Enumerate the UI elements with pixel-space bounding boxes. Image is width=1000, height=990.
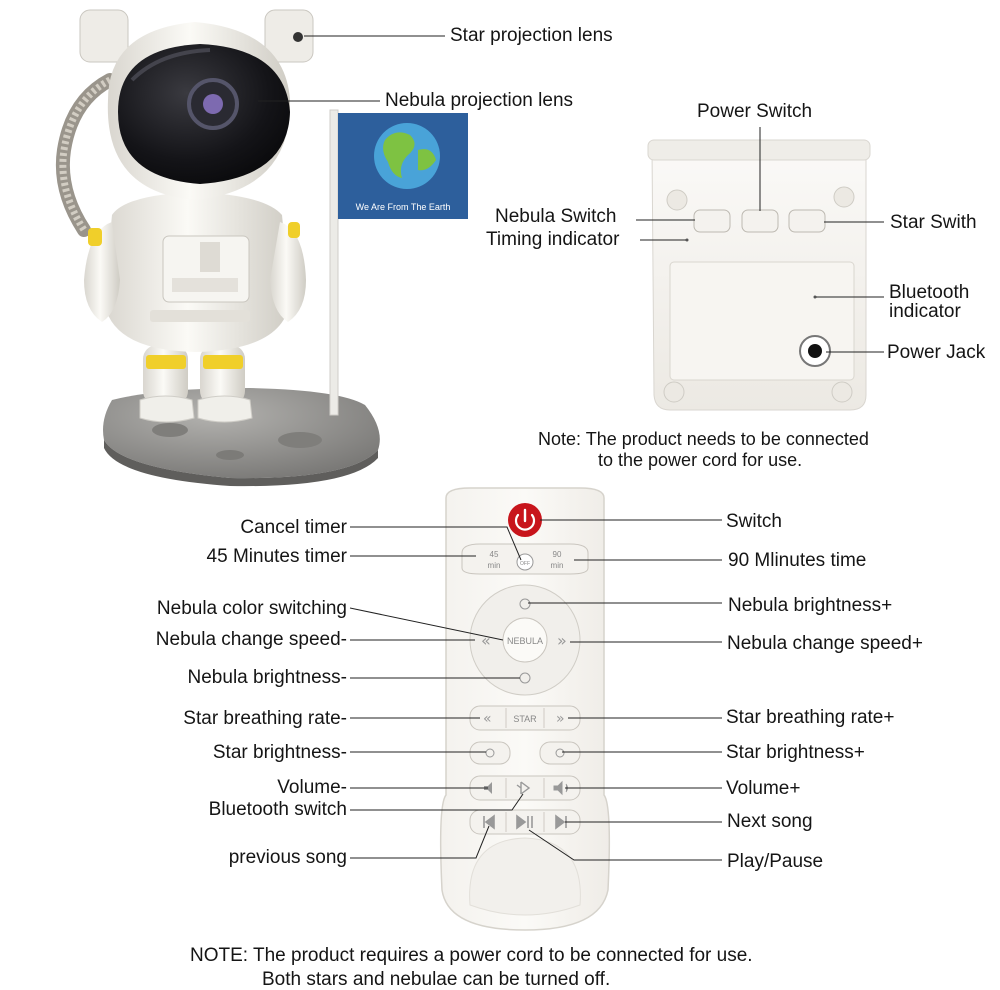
callout-power-switch: Power Switch <box>697 101 813 122</box>
callout-nebula-projection-lens: Nebula projection lens <box>385 90 574 111</box>
callout-nebula-color-switching: Nebula color switching <box>156 598 347 619</box>
remote-control <box>441 488 610 930</box>
callout-bluetooth-switch: Bluetooth switch <box>208 799 347 820</box>
callout-90-minutes-timer: 90 Mlinutes time <box>728 550 867 571</box>
callout-volume-down: Volume- <box>277 777 347 798</box>
callout-star-brightness-up: Star brightness+ <box>726 742 865 763</box>
flag-pole <box>330 110 338 415</box>
timer-off-key: OFF <box>520 561 530 567</box>
callout-bluetooth-indicator-line2: indicator <box>889 301 961 322</box>
star-lens <box>293 32 303 42</box>
remote-note-line2: Both stars and nebulae can be turned off. <box>262 969 611 990</box>
nebula-speed-up-icon[interactable]: » <box>557 631 567 650</box>
callout-timing-indicator: Timing indicator <box>486 229 620 250</box>
timer-45-unit: min <box>487 561 501 570</box>
nebula-key-label: NEBULA <box>506 636 544 646</box>
star-switch <box>789 210 825 232</box>
callout-volume-up: Volume+ <box>726 778 801 799</box>
callout-star-breathing-rate-up: Star breathing rate+ <box>726 707 895 728</box>
callout-power-jack: Power Jack <box>887 342 986 363</box>
star-rate-down-icon[interactable]: « <box>483 711 492 727</box>
star-brightness-down-button[interactable] <box>470 742 510 764</box>
callout-45-minutes-timer: 45 Minutes timer <box>206 546 347 567</box>
callout-star-switch: Star Swith <box>890 212 977 233</box>
power-switch <box>742 210 778 232</box>
callout-bluetooth-indicator-line1: Bluetooth <box>889 282 970 303</box>
callout-previous-song: previous song <box>228 847 347 868</box>
back-panel-note-line1: Note: The product needs to be connected <box>538 429 869 449</box>
callout-next-song: Next song <box>727 811 813 832</box>
callout-star-projection-lens: Star projection lens <box>450 25 613 46</box>
timer-90-unit: min <box>550 561 564 570</box>
star-rate-up-icon[interactable]: » <box>556 711 565 727</box>
timer-45-key: 45 <box>489 550 499 559</box>
nebula-switch <box>694 210 730 232</box>
back-panel-device <box>648 140 870 410</box>
timer-90-key: 90 <box>552 550 562 559</box>
callout-nebula-switch: Nebula Switch <box>495 206 617 227</box>
callout-star-breathing-rate-down: Star breathing rate- <box>183 708 347 729</box>
flag-text: We Are From The Earth <box>355 202 451 212</box>
callout-play-pause: Play/Pause <box>727 851 824 872</box>
nebula-speed-down-icon[interactable]: « <box>481 631 491 650</box>
star-key-label: STAR <box>513 714 537 724</box>
callout-nebula-brightness-down: Nebula brightness- <box>187 667 347 688</box>
astronaut-projector <box>63 10 468 486</box>
back-panel-note-line2: to the power cord for use. <box>598 450 803 470</box>
callout-nebula-brightness-up: Nebula brightness+ <box>728 595 893 616</box>
callout-nebula-change-speed-down: Nebula change speed- <box>155 629 347 650</box>
callout-star-brightness-down: Star brightness- <box>212 742 347 763</box>
star-brightness-up-button[interactable] <box>540 742 580 764</box>
callout-cancel-timer: Cancel timer <box>240 517 347 538</box>
remote-note-line1: NOTE: The product requires a power cord to be connected for use. <box>190 945 753 966</box>
callout-nebula-change-speed-up: Nebula change speed+ <box>727 633 923 654</box>
callout-switch: Switch <box>726 511 782 532</box>
